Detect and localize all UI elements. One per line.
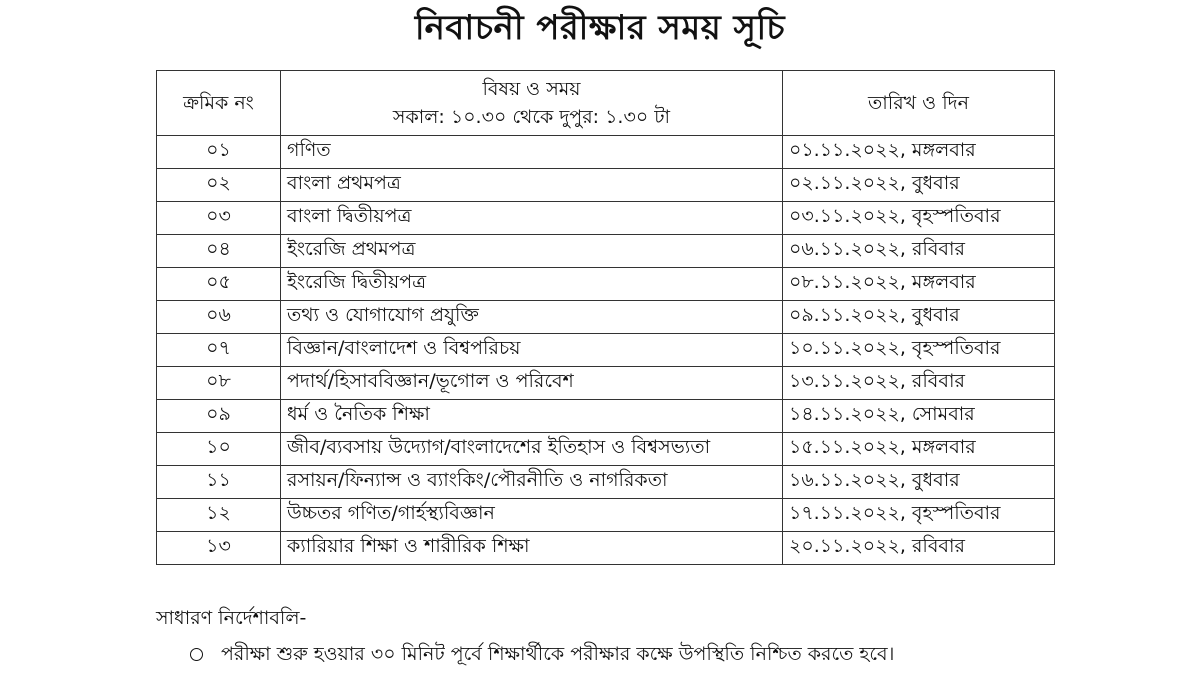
table-row bbox=[157, 268, 1055, 301]
table-row bbox=[157, 235, 1055, 268]
subject-cell: ক্যারিয়ার শিক্ষা ও শারীরিক শিক্ষা bbox=[281, 532, 783, 565]
serial-cell: ১১ bbox=[157, 466, 281, 499]
serial-cell: ০২ bbox=[157, 169, 281, 202]
date-column-header: তারিখ ও দিন bbox=[783, 71, 1055, 136]
table-header bbox=[157, 71, 1055, 136]
serial-cell: ১২ bbox=[157, 499, 281, 532]
subject-cell: উচ্চতর গণিত/গার্হস্থ্যবিজ্ঞান bbox=[281, 499, 783, 532]
subject-cell: তথ্য ও যোগাযোগ প্রযুক্তি bbox=[281, 301, 783, 334]
subject-cell: ইংরেজি প্রথমপত্র bbox=[281, 235, 783, 268]
table-row bbox=[157, 202, 1055, 235]
subject-cell: বাংলা দ্বিতীয়পত্র bbox=[281, 202, 783, 235]
date-cell: ১৬.১১.২০২২, বুধবার bbox=[783, 466, 1055, 499]
table-row bbox=[157, 334, 1055, 367]
table-body bbox=[157, 136, 1055, 565]
subject-cell: পদার্থ/হিসাববিজ্ঞান/ভূগোল ও পরিবেশ bbox=[281, 367, 783, 400]
date-cell: ১৫.১১.২০২২, মঙ্গলবার bbox=[783, 433, 1055, 466]
table-row bbox=[157, 433, 1055, 466]
instruction-item bbox=[190, 640, 894, 668]
serial-cell: ০৭ bbox=[157, 334, 281, 367]
date-cell: ১৪.১১.২০২২, সোমবার bbox=[783, 400, 1055, 433]
date-cell: ১৩.১১.২০২২, রবিবার bbox=[783, 367, 1055, 400]
page-title: নিবাচনী পরীক্ষার সময় সূচি bbox=[414, 8, 786, 48]
serial-cell: ১০ bbox=[157, 433, 281, 466]
circle-bullet-icon bbox=[190, 648, 203, 661]
table-row bbox=[157, 136, 1055, 169]
date-cell: ১৭.১১.২০২২, বৃহস্পতিবার bbox=[783, 499, 1055, 532]
exam-schedule-table bbox=[156, 70, 1055, 565]
date-cell: ০৬.১১.২০২২, রবিবার bbox=[783, 235, 1055, 268]
date-cell: ০৩.১১.২০২২, বৃহস্পতিবার bbox=[783, 202, 1055, 235]
serial-cell: ০৩ bbox=[157, 202, 281, 235]
subject-cell: বিজ্ঞান/বাংলাদেশ ও বিশ্বপরিচয় bbox=[281, 334, 783, 367]
subject-header-title: বিষয় ও সময় bbox=[482, 78, 581, 100]
subject-cell: বাংলা প্রথমপত্র bbox=[281, 169, 783, 202]
date-cell: ২০.১১.২০২২, রবিবার bbox=[783, 532, 1055, 565]
table-row bbox=[157, 499, 1055, 532]
subject-header-time: সকাল: ১০.৩০ থেকে দুপুর: ১.৩০ টা bbox=[392, 106, 671, 128]
date-cell: ০৮.১১.২০২২, মঙ্গলবার bbox=[783, 268, 1055, 301]
instruction-list bbox=[190, 640, 894, 668]
serial-cell: ০৪ bbox=[157, 235, 281, 268]
serial-cell: ১৩ bbox=[157, 532, 281, 565]
table-row bbox=[157, 400, 1055, 433]
serial-cell: ০৯ bbox=[157, 400, 281, 433]
subject-cell: ধর্ম ও নৈতিক শিক্ষা bbox=[281, 400, 783, 433]
serial-cell: ০৫ bbox=[157, 268, 281, 301]
date-cell: ০১.১১.২০২২, মঙ্গলবার bbox=[783, 136, 1055, 169]
subject-cell: রসায়ন/ফিন্যান্স ও ব্যাংকিং/পৌরনীতি ও নাগরিকতা bbox=[281, 466, 783, 499]
instruction-text: পরীক্ষা শুরু হওয়ার ৩০ মিনিট পূর্বে শিক্ষার্থীকে পরীক্ষার কক্ষে উপস্থিতি নিশ্চিত করতে হবে। bbox=[221, 643, 895, 665]
table-row bbox=[157, 367, 1055, 400]
date-cell: ১০.১১.২০২২, বৃহস্পতিবার bbox=[783, 334, 1055, 367]
table-row bbox=[157, 169, 1055, 202]
table-row bbox=[157, 466, 1055, 499]
serial-cell: ০৬ bbox=[157, 301, 281, 334]
serial-cell: ০৮ bbox=[157, 367, 281, 400]
date-cell: ০২.১১.২০২২, বুধবার bbox=[783, 169, 1055, 202]
subject-cell: গণিত bbox=[281, 136, 783, 169]
date-cell: ০৯.১১.২০২২, বুধবার bbox=[783, 301, 1055, 334]
table-row bbox=[157, 532, 1055, 565]
instructions-title: সাধারণ নির্দেশাবলি- bbox=[156, 607, 307, 629]
serial-cell: ০১ bbox=[157, 136, 281, 169]
table-header-row bbox=[157, 71, 1055, 136]
table-row bbox=[157, 301, 1055, 334]
subject-cell: জীব/ব্যবসায় উদ্যোগ/বাংলাদেশের ইতিহাস ও বিশ্বসভ্যতা bbox=[281, 433, 783, 466]
subject-cell: ইংরেজি দ্বিতীয়পত্র bbox=[281, 268, 783, 301]
subject-column-header bbox=[281, 71, 783, 136]
serial-column-header: ক্রমিক নং bbox=[157, 71, 281, 136]
